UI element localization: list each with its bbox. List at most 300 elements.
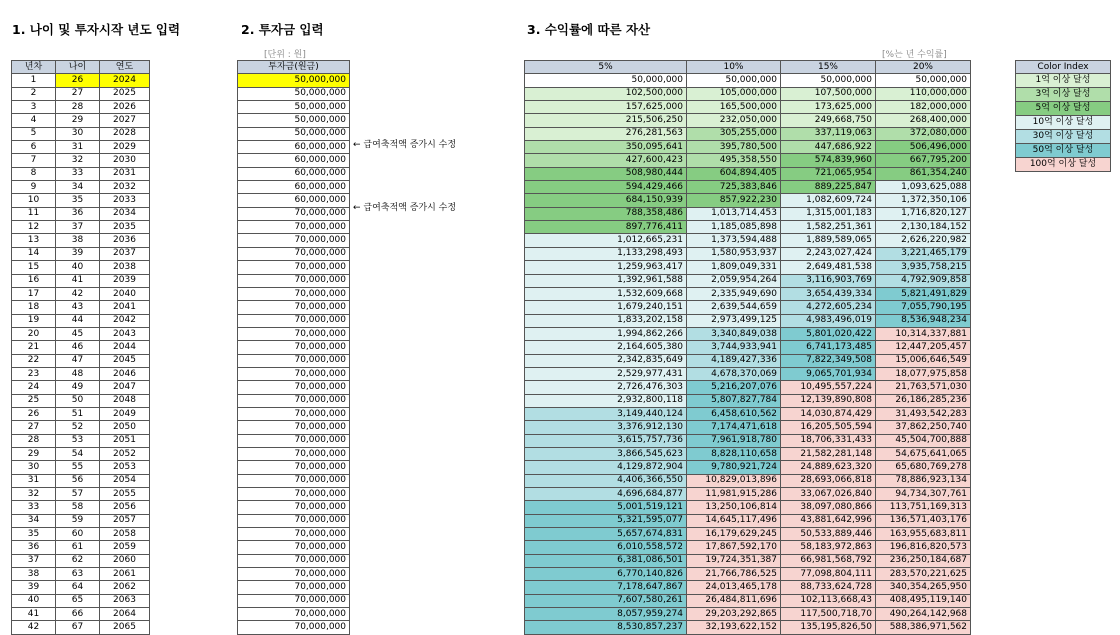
- table-cell[interactable]: 2030: [100, 154, 150, 167]
- table-cell[interactable]: 32: [12, 488, 56, 501]
- asset-cell[interactable]: 3,116,903,769: [781, 274, 876, 287]
- table-cell[interactable]: 27: [12, 421, 56, 434]
- asset-cell[interactable]: 26,186,285,236: [876, 394, 971, 407]
- investment-cell[interactable]: 70,000,000: [238, 421, 350, 434]
- table-cell[interactable]: 2043: [100, 327, 150, 340]
- asset-cell[interactable]: 16,179,629,245: [687, 528, 781, 541]
- investment-cell[interactable]: 70,000,000: [238, 528, 350, 541]
- asset-cell[interactable]: 21,763,571,030: [876, 381, 971, 394]
- investment-cell[interactable]: 60,000,000: [238, 181, 350, 194]
- asset-cell[interactable]: 18,077,975,858: [876, 367, 971, 380]
- asset-cell[interactable]: 1,580,953,937: [687, 247, 781, 260]
- table-cell[interactable]: 16: [12, 274, 56, 287]
- asset-cell[interactable]: 4,678,370,069: [687, 367, 781, 380]
- asset-cell[interactable]: 1,889,589,065: [781, 234, 876, 247]
- asset-cell[interactable]: 506,496,000: [876, 141, 971, 154]
- table-cell[interactable]: 35: [56, 194, 100, 207]
- table-cell[interactable]: 26: [12, 407, 56, 420]
- investment-cell[interactable]: 70,000,000: [238, 394, 350, 407]
- table-cell[interactable]: 56: [56, 474, 100, 487]
- asset-cell[interactable]: 21,582,281,148: [781, 447, 876, 460]
- asset-cell[interactable]: 21,766,786,525: [687, 568, 781, 581]
- table-cell[interactable]: 2061: [100, 568, 150, 581]
- asset-cell[interactable]: 305,255,000: [687, 127, 781, 140]
- asset-cell[interactable]: 32,193,622,152: [687, 621, 781, 634]
- table-cell[interactable]: 41: [12, 608, 56, 621]
- asset-cell[interactable]: 102,113,668,43: [781, 594, 876, 607]
- table-cell[interactable]: 30: [12, 461, 56, 474]
- asset-cell[interactable]: 3,149,440,124: [525, 407, 687, 420]
- table-cell[interactable]: 37: [56, 221, 100, 234]
- asset-cell[interactable]: 249,668,750: [781, 114, 876, 127]
- asset-cell[interactable]: 7,607,580,261: [525, 594, 687, 607]
- asset-cell[interactable]: 1,133,298,493: [525, 247, 687, 260]
- asset-cell[interactable]: 2,130,184,152: [876, 221, 971, 234]
- asset-cell[interactable]: 1,392,961,588: [525, 274, 687, 287]
- investment-cell[interactable]: 70,000,000: [238, 261, 350, 274]
- asset-cell[interactable]: 7,055,790,195: [876, 301, 971, 314]
- asset-cell[interactable]: 236,250,184,687: [876, 554, 971, 567]
- asset-cell[interactable]: 14,030,874,429: [781, 407, 876, 420]
- asset-cell[interactable]: 1,012,665,231: [525, 234, 687, 247]
- table-cell[interactable]: 8: [12, 167, 56, 180]
- asset-cell[interactable]: 8,828,110,658: [687, 447, 781, 460]
- table-cell[interactable]: 2032: [100, 181, 150, 194]
- table-cell[interactable]: 39: [56, 247, 100, 260]
- asset-cell[interactable]: 1,315,001,183: [781, 207, 876, 220]
- table-cell[interactable]: 3: [12, 101, 56, 114]
- asset-cell[interactable]: 4,129,872,904: [525, 461, 687, 474]
- asset-cell[interactable]: 408,495,119,140: [876, 594, 971, 607]
- table-cell[interactable]: 2038: [100, 261, 150, 274]
- table-cell[interactable]: 2057: [100, 514, 150, 527]
- asset-cell[interactable]: 588,386,971,562: [876, 621, 971, 634]
- table-cell[interactable]: 42: [56, 287, 100, 300]
- table-cell[interactable]: 2047: [100, 381, 150, 394]
- asset-cell[interactable]: 38,097,080,866: [781, 501, 876, 514]
- asset-cell[interactable]: 88,733,624,728: [781, 581, 876, 594]
- investment-cell[interactable]: 70,000,000: [238, 314, 350, 327]
- asset-cell[interactable]: 113,751,169,313: [876, 501, 971, 514]
- investment-cell[interactable]: 70,000,000: [238, 354, 350, 367]
- table-cell[interactable]: 18: [12, 301, 56, 314]
- investment-cell[interactable]: 70,000,000: [238, 514, 350, 527]
- table-cell[interactable]: 2026: [100, 101, 150, 114]
- asset-cell[interactable]: 8,530,857,237: [525, 621, 687, 634]
- asset-cell[interactable]: 1,259,963,417: [525, 261, 687, 274]
- table-cell[interactable]: 51: [56, 407, 100, 420]
- investment-cell[interactable]: 70,000,000: [238, 568, 350, 581]
- asset-cell[interactable]: 508,980,444: [525, 167, 687, 180]
- table-cell[interactable]: 48: [56, 367, 100, 380]
- asset-cell[interactable]: 24,013,465,178: [687, 581, 781, 594]
- asset-cell[interactable]: 15,006,646,549: [876, 354, 971, 367]
- asset-cell[interactable]: 1,373,594,488: [687, 234, 781, 247]
- asset-cell[interactable]: 173,625,000: [781, 101, 876, 114]
- table-cell[interactable]: 2: [12, 87, 56, 100]
- table-cell[interactable]: 31: [12, 474, 56, 487]
- asset-cell[interactable]: 16,205,505,594: [781, 421, 876, 434]
- table-cell[interactable]: 2044: [100, 341, 150, 354]
- asset-cell[interactable]: 1,532,609,668: [525, 287, 687, 300]
- table-cell[interactable]: 2055: [100, 488, 150, 501]
- table-cell[interactable]: 2035: [100, 221, 150, 234]
- asset-cell[interactable]: 350,095,641: [525, 141, 687, 154]
- table-cell[interactable]: 24: [12, 381, 56, 394]
- table-cell[interactable]: 38: [56, 234, 100, 247]
- asset-cell[interactable]: 5,657,674,831: [525, 528, 687, 541]
- asset-cell[interactable]: 6,741,173,485: [781, 341, 876, 354]
- asset-cell[interactable]: 102,500,000: [525, 87, 687, 100]
- asset-cell[interactable]: 58,183,972,863: [781, 541, 876, 554]
- asset-cell[interactable]: 7,174,471,618: [687, 421, 781, 434]
- asset-cell[interactable]: 4,696,684,877: [525, 488, 687, 501]
- asset-cell[interactable]: 215,506,250: [525, 114, 687, 127]
- asset-cell[interactable]: 788,358,486: [525, 207, 687, 220]
- table-cell[interactable]: 1: [12, 74, 56, 87]
- asset-cell[interactable]: 65,680,769,278: [876, 461, 971, 474]
- asset-cell[interactable]: 1,372,350,106: [876, 194, 971, 207]
- table-cell[interactable]: 2053: [100, 461, 150, 474]
- table-cell[interactable]: 2039: [100, 274, 150, 287]
- asset-cell[interactable]: 857,922,230: [687, 194, 781, 207]
- table-cell[interactable]: 59: [56, 514, 100, 527]
- table-cell[interactable]: 53: [56, 434, 100, 447]
- asset-cell[interactable]: 2,649,481,538: [781, 261, 876, 274]
- asset-cell[interactable]: 8,057,959,274: [525, 608, 687, 621]
- table-cell[interactable]: 2059: [100, 541, 150, 554]
- table-cell[interactable]: 2046: [100, 367, 150, 380]
- asset-cell[interactable]: 4,792,909,858: [876, 274, 971, 287]
- asset-cell[interactable]: 268,400,000: [876, 114, 971, 127]
- asset-cell[interactable]: 5,216,207,076: [687, 381, 781, 394]
- table-cell[interactable]: 12: [12, 221, 56, 234]
- investment-cell[interactable]: 70,000,000: [238, 461, 350, 474]
- table-cell[interactable]: 40: [56, 261, 100, 274]
- asset-cell[interactable]: 3,615,757,736: [525, 434, 687, 447]
- asset-cell[interactable]: 163,955,683,811: [876, 528, 971, 541]
- asset-cell[interactable]: 5,321,595,077: [525, 514, 687, 527]
- table-cell[interactable]: 6: [12, 141, 56, 154]
- asset-cell[interactable]: 2,932,800,118: [525, 394, 687, 407]
- investment-cell[interactable]: 70,000,000: [238, 621, 350, 634]
- table-cell[interactable]: 45: [56, 327, 100, 340]
- table-cell[interactable]: 2051: [100, 434, 150, 447]
- asset-cell[interactable]: 3,744,933,941: [687, 341, 781, 354]
- asset-cell[interactable]: 6,381,086,501: [525, 554, 687, 567]
- asset-cell[interactable]: 6,010,558,572: [525, 541, 687, 554]
- table-cell[interactable]: 33: [12, 501, 56, 514]
- asset-cell[interactable]: 26,484,811,696: [687, 594, 781, 607]
- asset-cell[interactable]: 725,383,846: [687, 181, 781, 194]
- table-cell[interactable]: 7: [12, 154, 56, 167]
- asset-cell[interactable]: 33,067,026,840: [781, 488, 876, 501]
- table-cell[interactable]: 36: [56, 207, 100, 220]
- table-cell[interactable]: 2048: [100, 394, 150, 407]
- asset-cell[interactable]: 12,139,890,808: [781, 394, 876, 407]
- table-cell[interactable]: 50: [56, 394, 100, 407]
- asset-cell[interactable]: 19,724,351,387: [687, 554, 781, 567]
- table-cell[interactable]: 55: [56, 461, 100, 474]
- asset-cell[interactable]: 50,000,000: [876, 74, 971, 87]
- asset-cell[interactable]: 1,185,085,898: [687, 221, 781, 234]
- table-cell[interactable]: 11: [12, 207, 56, 220]
- table-cell[interactable]: 2045: [100, 354, 150, 367]
- asset-cell[interactable]: 2,626,220,982: [876, 234, 971, 247]
- asset-cell[interactable]: 17,867,592,170: [687, 541, 781, 554]
- asset-cell[interactable]: 50,000,000: [781, 74, 876, 87]
- asset-cell[interactable]: 5,001,519,121: [525, 501, 687, 514]
- table-cell[interactable]: 42: [12, 621, 56, 634]
- table-cell[interactable]: 2027: [100, 114, 150, 127]
- investment-cell[interactable]: 60,000,000: [238, 154, 350, 167]
- asset-cell[interactable]: 2,164,605,380: [525, 341, 687, 354]
- table-cell[interactable]: 44: [56, 314, 100, 327]
- table-cell[interactable]: 22: [12, 354, 56, 367]
- asset-cell[interactable]: 340,354,265,950: [876, 581, 971, 594]
- investment-cell[interactable]: 70,000,000: [238, 287, 350, 300]
- asset-cell[interactable]: 105,000,000: [687, 87, 781, 100]
- investment-cell[interactable]: 70,000,000: [238, 301, 350, 314]
- table-cell[interactable]: 34: [12, 514, 56, 527]
- table-cell[interactable]: 57: [56, 488, 100, 501]
- table-cell[interactable]: 5: [12, 127, 56, 140]
- table-cell[interactable]: 13: [12, 234, 56, 247]
- asset-cell[interactable]: 24,889,623,320: [781, 461, 876, 474]
- table-cell[interactable]: 28: [56, 101, 100, 114]
- asset-cell[interactable]: 7,178,647,867: [525, 581, 687, 594]
- asset-cell[interactable]: 5,807,827,784: [687, 394, 781, 407]
- asset-cell[interactable]: 1,994,862,266: [525, 327, 687, 340]
- investment-cell[interactable]: 70,000,000: [238, 234, 350, 247]
- table-cell[interactable]: 2054: [100, 474, 150, 487]
- asset-cell[interactable]: 3,866,545,623: [525, 447, 687, 460]
- investment-cell[interactable]: 50,000,000: [238, 101, 350, 114]
- asset-cell[interactable]: 2,973,499,125: [687, 314, 781, 327]
- table-cell[interactable]: 62: [56, 554, 100, 567]
- investment-cell[interactable]: 70,000,000: [238, 274, 350, 287]
- asset-cell[interactable]: 889,225,847: [781, 181, 876, 194]
- table-cell[interactable]: 2034: [100, 207, 150, 220]
- asset-cell[interactable]: 10,495,557,224: [781, 381, 876, 394]
- investment-cell[interactable]: 70,000,000: [238, 501, 350, 514]
- asset-cell[interactable]: 10,829,013,896: [687, 474, 781, 487]
- asset-cell[interactable]: 667,795,200: [876, 154, 971, 167]
- table-cell[interactable]: 2036: [100, 234, 150, 247]
- table-cell[interactable]: 23: [12, 367, 56, 380]
- investment-cell[interactable]: 70,000,000: [238, 434, 350, 447]
- asset-cell[interactable]: 1,833,202,158: [525, 314, 687, 327]
- asset-cell[interactable]: 4,189,427,336: [687, 354, 781, 367]
- asset-cell[interactable]: 447,686,922: [781, 141, 876, 154]
- asset-cell[interactable]: 1,013,714,453: [687, 207, 781, 220]
- table-cell[interactable]: 2052: [100, 447, 150, 460]
- asset-cell[interactable]: 232,050,000: [687, 114, 781, 127]
- asset-cell[interactable]: 2,529,977,431: [525, 367, 687, 380]
- investment-cell[interactable]: 70,000,000: [238, 327, 350, 340]
- table-cell[interactable]: 39: [12, 581, 56, 594]
- table-cell[interactable]: 2049: [100, 407, 150, 420]
- table-cell[interactable]: 36: [12, 541, 56, 554]
- asset-cell[interactable]: 1,093,625,088: [876, 181, 971, 194]
- table-cell[interactable]: 34: [56, 181, 100, 194]
- table-cell[interactable]: 58: [56, 501, 100, 514]
- table-cell[interactable]: 2029: [100, 141, 150, 154]
- asset-cell[interactable]: 594,429,466: [525, 181, 687, 194]
- table-cell[interactable]: 29: [12, 447, 56, 460]
- asset-cell[interactable]: 54,675,641,065: [876, 447, 971, 460]
- table-cell[interactable]: 2037: [100, 247, 150, 260]
- asset-cell[interactable]: 165,500,000: [687, 101, 781, 114]
- asset-cell[interactable]: 31,493,542,283: [876, 407, 971, 420]
- asset-cell[interactable]: 2,726,476,303: [525, 381, 687, 394]
- investment-cell[interactable]: 70,000,000: [238, 341, 350, 354]
- table-cell[interactable]: 46: [56, 341, 100, 354]
- investment-cell[interactable]: 60,000,000: [238, 167, 350, 180]
- table-cell[interactable]: 61: [56, 541, 100, 554]
- table-cell[interactable]: 43: [56, 301, 100, 314]
- table-cell[interactable]: 2060: [100, 554, 150, 567]
- table-cell[interactable]: 14: [12, 247, 56, 260]
- table-cell[interactable]: 35: [12, 528, 56, 541]
- investment-cell[interactable]: 70,000,000: [238, 581, 350, 594]
- asset-cell[interactable]: 45,504,700,888: [876, 434, 971, 447]
- table-cell[interactable]: 37: [12, 554, 56, 567]
- asset-cell[interactable]: 490,264,142,968: [876, 608, 971, 621]
- asset-cell[interactable]: 276,281,563: [525, 127, 687, 140]
- asset-cell[interactable]: 574,839,960: [781, 154, 876, 167]
- table-cell[interactable]: 2064: [100, 608, 150, 621]
- investment-cell[interactable]: 60,000,000: [238, 141, 350, 154]
- asset-cell[interactable]: 4,983,496,019: [781, 314, 876, 327]
- asset-cell[interactable]: 2,059,954,264: [687, 274, 781, 287]
- asset-cell[interactable]: 2,342,835,649: [525, 354, 687, 367]
- table-cell[interactable]: 2050: [100, 421, 150, 434]
- asset-cell[interactable]: 6,770,140,826: [525, 568, 687, 581]
- table-cell[interactable]: 19: [12, 314, 56, 327]
- table-cell[interactable]: 54: [56, 447, 100, 460]
- table-cell[interactable]: 40: [12, 594, 56, 607]
- table-cell[interactable]: 47: [56, 354, 100, 367]
- asset-cell[interactable]: 3,654,439,334: [781, 287, 876, 300]
- asset-cell[interactable]: 5,821,491,829: [876, 287, 971, 300]
- asset-cell[interactable]: 3,376,912,130: [525, 421, 687, 434]
- asset-cell[interactable]: 2,639,544,659: [687, 301, 781, 314]
- table-cell[interactable]: 25: [12, 394, 56, 407]
- table-cell[interactable]: 63: [56, 568, 100, 581]
- asset-cell[interactable]: 50,000,000: [525, 74, 687, 87]
- asset-cell[interactable]: 37,862,250,740: [876, 421, 971, 434]
- table-cell[interactable]: 64: [56, 581, 100, 594]
- asset-cell[interactable]: 14,645,117,496: [687, 514, 781, 527]
- asset-cell[interactable]: 495,358,550: [687, 154, 781, 167]
- asset-cell[interactable]: 117,500,718,70: [781, 608, 876, 621]
- investment-cell[interactable]: 70,000,000: [238, 221, 350, 234]
- investment-cell[interactable]: 70,000,000: [238, 594, 350, 607]
- asset-cell[interactable]: 50,000,000: [687, 74, 781, 87]
- table-cell[interactable]: 2058: [100, 528, 150, 541]
- table-cell[interactable]: 2042: [100, 314, 150, 327]
- table-cell[interactable]: 20: [12, 327, 56, 340]
- asset-cell[interactable]: 1,716,820,127: [876, 207, 971, 220]
- asset-cell[interactable]: 13,250,106,814: [687, 501, 781, 514]
- investment-cell[interactable]: 50,000,000: [238, 74, 350, 87]
- table-cell[interactable]: 2063: [100, 594, 150, 607]
- table-cell[interactable]: 15: [12, 261, 56, 274]
- investment-cell[interactable]: 70,000,000: [238, 447, 350, 460]
- table-cell[interactable]: 33: [56, 167, 100, 180]
- asset-cell[interactable]: 1,809,049,331: [687, 261, 781, 274]
- investment-cell[interactable]: 70,000,000: [238, 381, 350, 394]
- table-cell[interactable]: 30: [56, 127, 100, 140]
- table-cell[interactable]: 2040: [100, 287, 150, 300]
- asset-cell[interactable]: 18,706,331,433: [781, 434, 876, 447]
- asset-cell[interactable]: 427,600,423: [525, 154, 687, 167]
- table-cell[interactable]: 21: [12, 341, 56, 354]
- investment-cell[interactable]: 50,000,000: [238, 127, 350, 140]
- table-cell[interactable]: 2025: [100, 87, 150, 100]
- asset-cell[interactable]: 684,150,939: [525, 194, 687, 207]
- table-cell[interactable]: 4: [12, 114, 56, 127]
- asset-cell[interactable]: 395,780,500: [687, 141, 781, 154]
- table-cell[interactable]: 32: [56, 154, 100, 167]
- table-cell[interactable]: 2065: [100, 621, 150, 634]
- table-cell[interactable]: 2024: [100, 74, 150, 87]
- investment-cell[interactable]: 70,000,000: [238, 541, 350, 554]
- table-cell[interactable]: 2041: [100, 301, 150, 314]
- table-cell[interactable]: 60: [56, 528, 100, 541]
- investment-cell[interactable]: 70,000,000: [238, 488, 350, 501]
- asset-cell[interactable]: 9,065,701,934: [781, 367, 876, 380]
- asset-cell[interactable]: 1,582,251,361: [781, 221, 876, 234]
- investment-cell[interactable]: 70,000,000: [238, 554, 350, 567]
- asset-cell[interactable]: 157,625,000: [525, 101, 687, 114]
- asset-cell[interactable]: 29,203,292,865: [687, 608, 781, 621]
- asset-cell[interactable]: 721,065,954: [781, 167, 876, 180]
- table-cell[interactable]: 52: [56, 421, 100, 434]
- asset-cell[interactable]: 9,780,921,724: [687, 461, 781, 474]
- asset-cell[interactable]: 94,734,307,761: [876, 488, 971, 501]
- table-cell[interactable]: 2033: [100, 194, 150, 207]
- table-cell[interactable]: 26: [56, 74, 100, 87]
- asset-cell[interactable]: 861,354,240: [876, 167, 971, 180]
- asset-cell[interactable]: 1,679,240,151: [525, 301, 687, 314]
- table-cell[interactable]: 27: [56, 87, 100, 100]
- investment-cell[interactable]: 70,000,000: [238, 207, 350, 220]
- asset-cell[interactable]: 196,816,820,573: [876, 541, 971, 554]
- table-cell[interactable]: 67: [56, 621, 100, 634]
- table-cell[interactable]: 38: [12, 568, 56, 581]
- asset-cell[interactable]: 337,119,063: [781, 127, 876, 140]
- asset-cell[interactable]: 78,886,923,134: [876, 474, 971, 487]
- investment-cell[interactable]: 50,000,000: [238, 114, 350, 127]
- asset-cell[interactable]: 1,082,609,724: [781, 194, 876, 207]
- table-cell[interactable]: 2056: [100, 501, 150, 514]
- asset-cell[interactable]: 10,314,337,881: [876, 327, 971, 340]
- asset-cell[interactable]: 136,571,403,176: [876, 514, 971, 527]
- asset-cell[interactable]: 283,570,221,625: [876, 568, 971, 581]
- table-cell[interactable]: 65: [56, 594, 100, 607]
- asset-cell[interactable]: 3,935,758,215: [876, 261, 971, 274]
- asset-cell[interactable]: 28,693,066,818: [781, 474, 876, 487]
- asset-cell[interactable]: 3,221,465,179: [876, 247, 971, 260]
- asset-cell[interactable]: 66,981,568,792: [781, 554, 876, 567]
- asset-cell[interactable]: 3,340,849,038: [687, 327, 781, 340]
- table-cell[interactable]: 9: [12, 181, 56, 194]
- asset-cell[interactable]: 43,881,642,996: [781, 514, 876, 527]
- asset-cell[interactable]: 7,961,918,780: [687, 434, 781, 447]
- table-cell[interactable]: 2031: [100, 167, 150, 180]
